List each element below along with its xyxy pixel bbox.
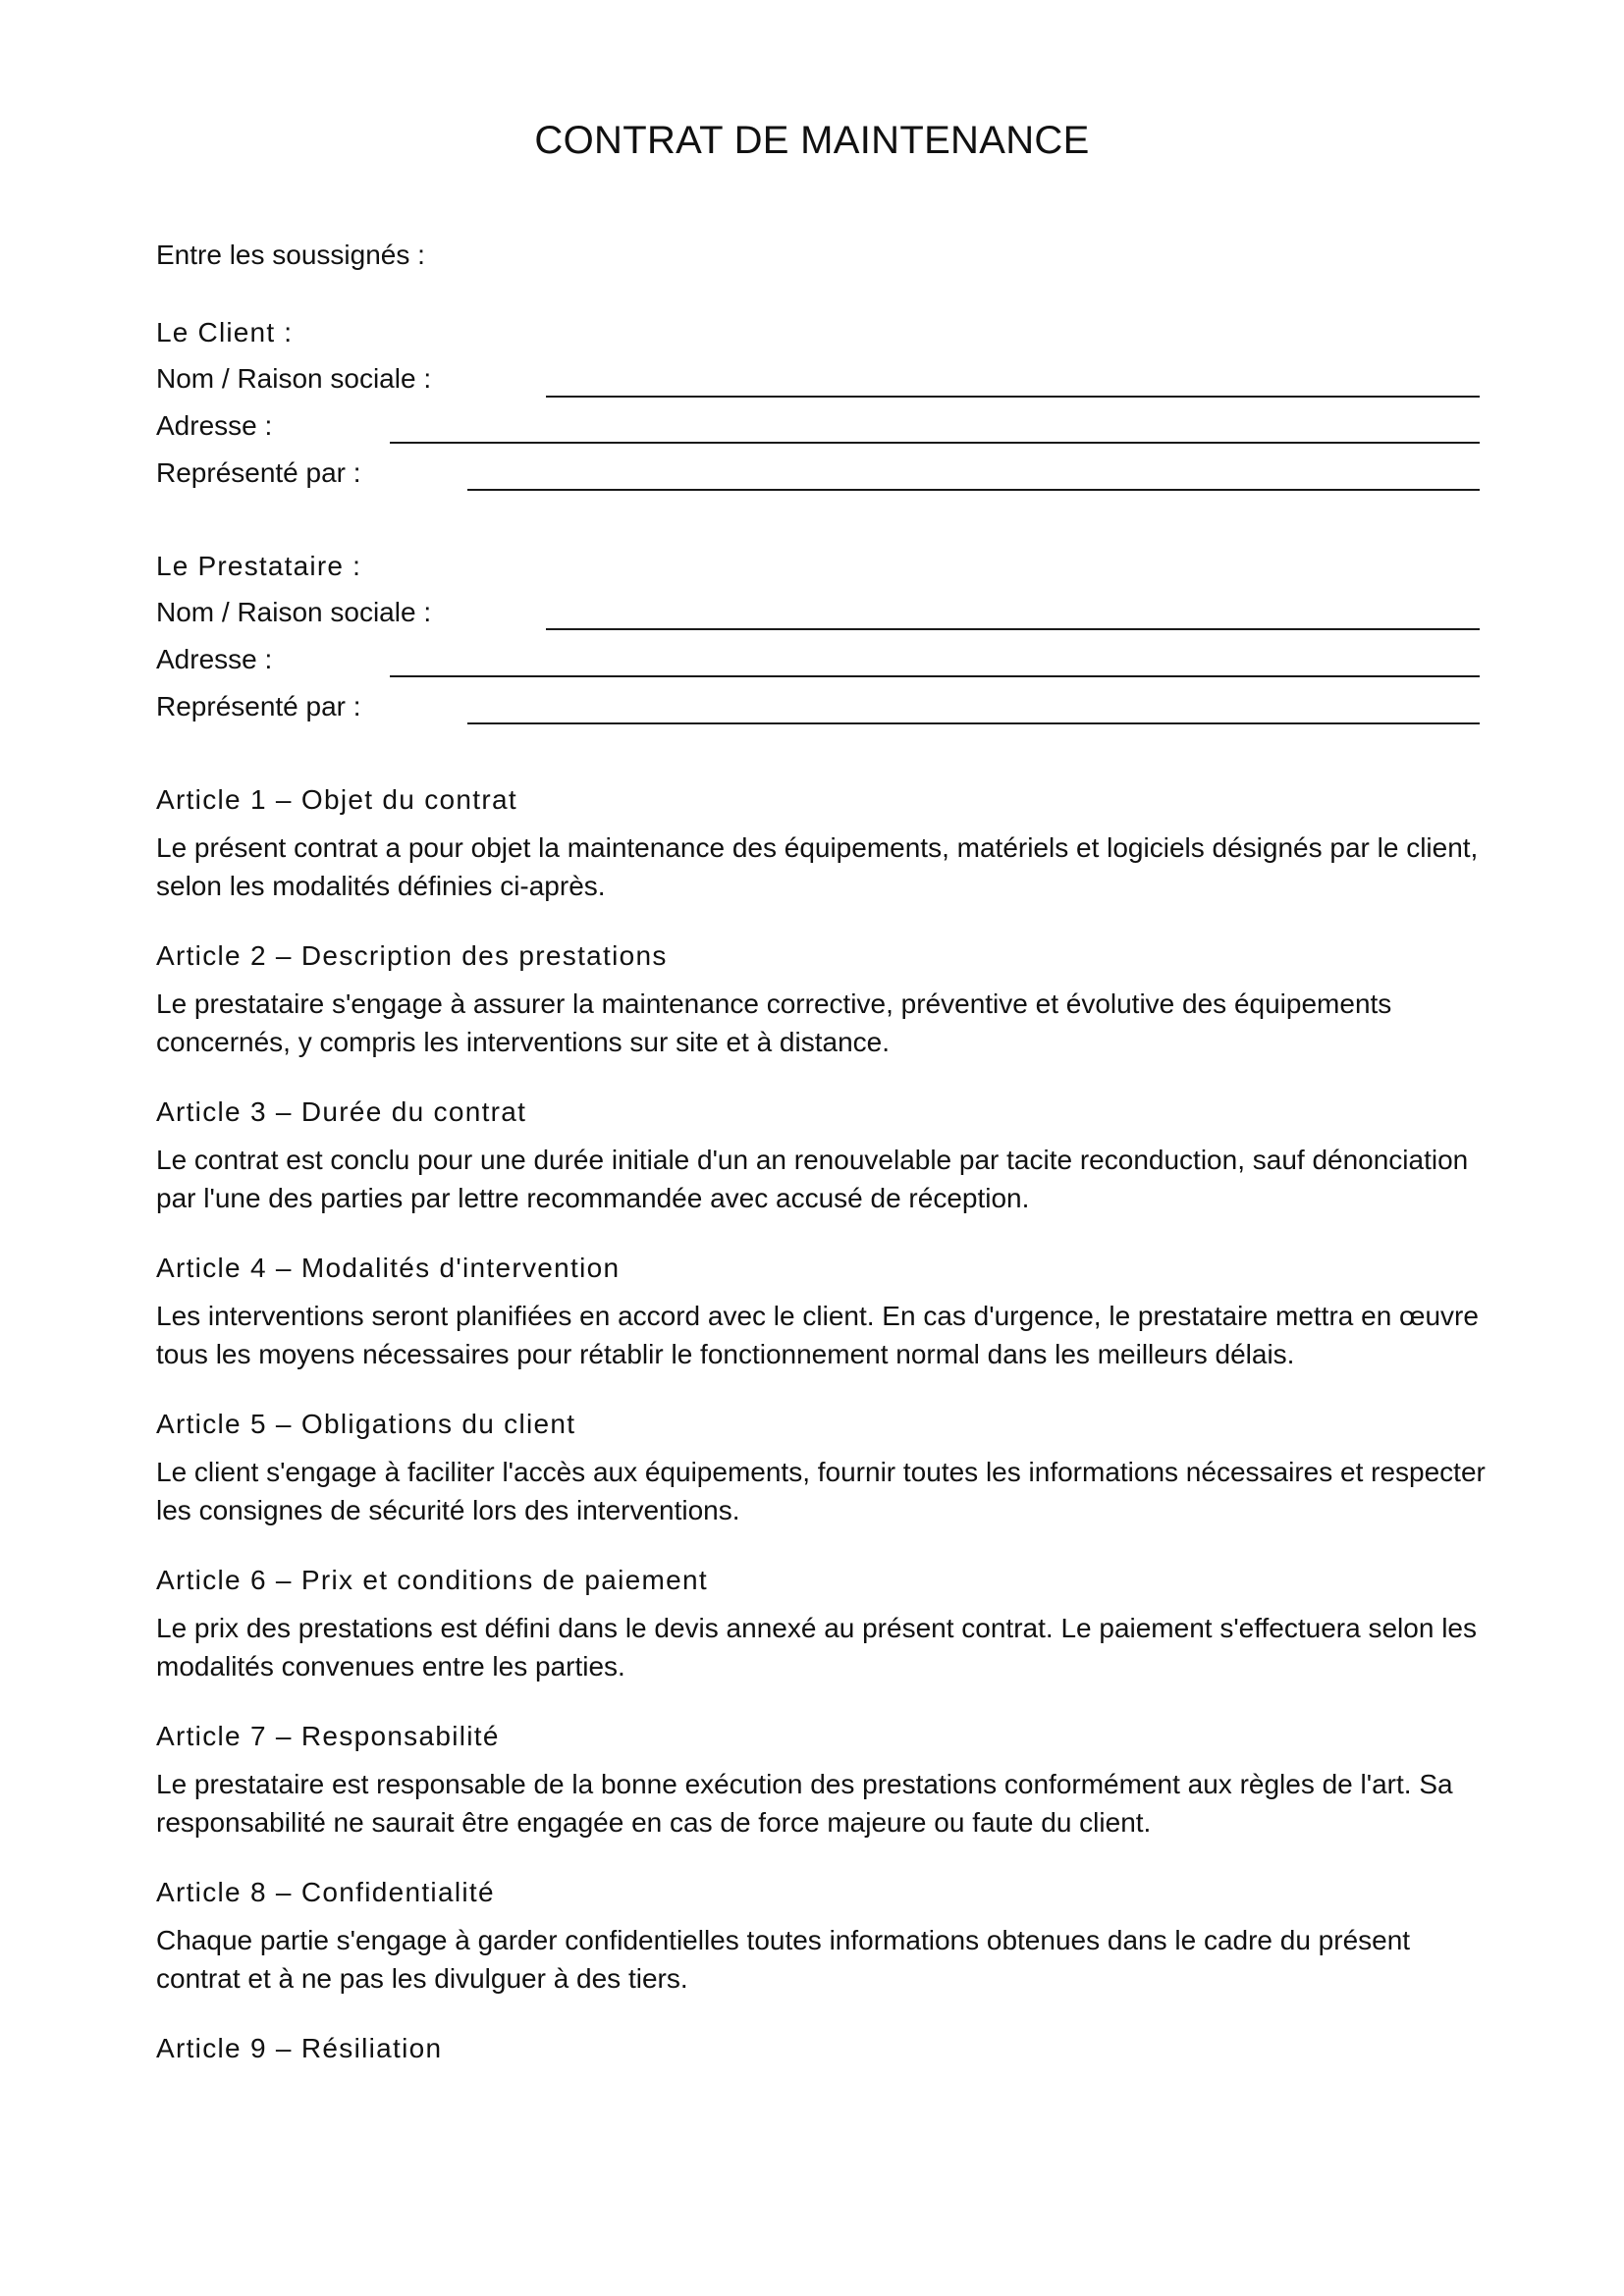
article-4-body: Les interventions seront planifiées en accord avec le client. En cas d'urgence, le prestataire mettra en œuvre tous les moyens nécessaires pour rétablir le fonctionnement normal dans les meilleurs délais.	[156, 1301, 1479, 1369]
provider-address-label: Adresse :	[156, 644, 273, 674]
article-2-body: Le prestataire s'engage à assurer la maintenance corrective, préventive et évolutive des équipements concernés, y compris les interventions sur site et à distance.	[156, 988, 1392, 1057]
client-heading: Le Client :	[156, 317, 294, 347]
article-3-heading: Article 3 – Durée du contrat	[156, 1096, 527, 1127]
provider-address-field[interactable]	[390, 675, 1480, 677]
client-address-label: Adresse :	[156, 410, 273, 441]
article-9-heading: Article 9 – Résiliation	[156, 2033, 443, 2063]
client-name-field[interactable]	[546, 396, 1480, 398]
article-1-heading: Article 1 – Objet du contrat	[156, 784, 517, 815]
client-name-label: Nom / Raison sociale :	[156, 363, 432, 394]
article-7-heading: Article 7 – Responsabilité	[156, 1721, 500, 1751]
article-1-body: Le présent contrat a pour objet la maintenance des équipements, matériels et logiciels désignés par le client, selon les modalités définies ci-après.	[156, 832, 1479, 901]
provider-representative-label: Représenté par :	[156, 691, 361, 721]
provider-name-label: Nom / Raison sociale :	[156, 597, 432, 627]
article-7-body: Le prestataire est responsable de la bonne exécution des prestations conformément aux règles de l'art. Sa responsabilité ne saurait être engagée en cas de force majeure ou faute du client.	[156, 1769, 1453, 1838]
client-representative-field[interactable]	[467, 489, 1480, 491]
client-representative-label: Représenté par :	[156, 457, 361, 488]
article-6-heading: Article 6 – Prix et conditions de paiement	[156, 1565, 708, 1595]
article-8-heading: Article 8 – Confidentialité	[156, 1877, 495, 1907]
intro-text: Entre les soussignés :	[156, 240, 425, 270]
article-5-body: Le client s'engage à faciliter l'accès aux équipements, fournir toutes les informations nécessaires et respecter les consignes de sécurité lors des interventions.	[156, 1457, 1486, 1525]
provider-name-field[interactable]	[546, 628, 1480, 630]
provider-representative-field[interactable]	[467, 722, 1480, 724]
article-2-heading: Article 2 – Description des prestations	[156, 940, 668, 971]
article-6-body: Le prix des prestations est défini dans le devis annexé au présent contrat. Le paiement s'effectuera selon les modalités convenues entre les parties.	[156, 1613, 1477, 1682]
client-address-field[interactable]	[390, 442, 1480, 444]
article-8-body: Chaque partie s'engage à garder confidentielles toutes informations obtenues dans le cadre du présent contrat et à ne pas les divulguer à des tiers.	[156, 1925, 1411, 1994]
article-5-heading: Article 5 – Obligations du client	[156, 1409, 576, 1439]
provider-heading: Le Prestataire :	[156, 551, 362, 581]
article-3-body: Le contrat est conclu pour une durée initiale d'un an renouvelable par tacite reconduction, sauf dénonciation par l'une des parties par lettre recommandée avec accusé de réception.	[156, 1145, 1469, 1213]
article-4-heading: Article 4 – Modalités d'intervention	[156, 1253, 621, 1283]
document-title: CONTRAT DE MAINTENANCE	[534, 119, 1090, 162]
